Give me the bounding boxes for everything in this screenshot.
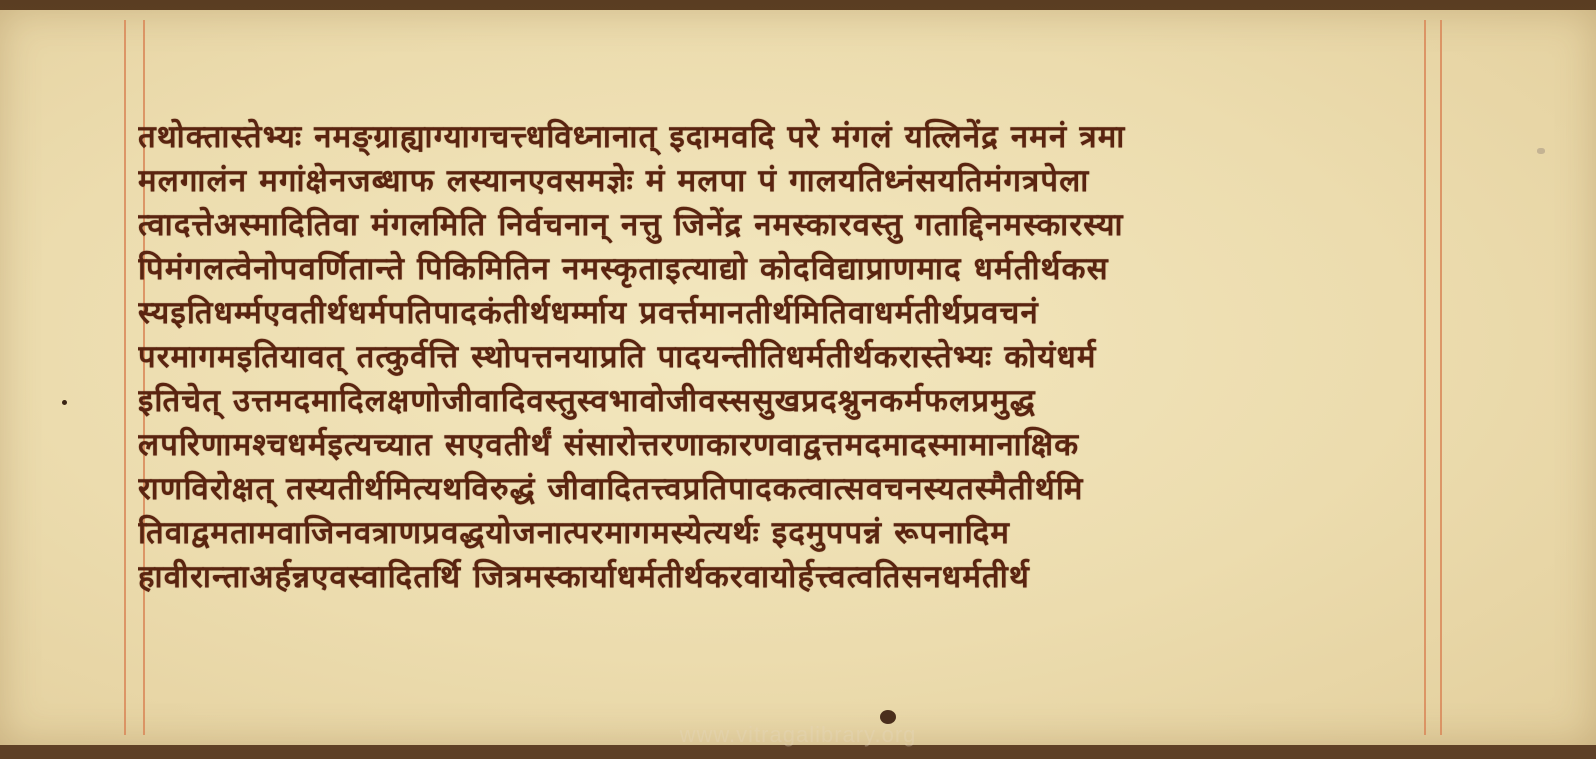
- margin-smudge-mark: [1537, 148, 1545, 154]
- left-margin-rule-outer: [124, 20, 126, 735]
- manuscript-text-block: [138, 115, 1433, 655]
- right-margin-rule-outer: [1440, 20, 1442, 735]
- manuscript-line: त्वादत्तेअस्मादितिवा मंगलमिति निर्वचनान् नत्तु जिनेंद्र नमस्कारवस्तु गताद्दिनमस्कारस्या: [138, 207, 1124, 243]
- manuscript-line: तिवाद्वमतामवाजिनवत्राणप्रवद्धयोजनात्परमागमस्येत्यर्थः इदमुपपन्नं रूपनादिम: [138, 515, 1011, 551]
- manuscript-line: पिमंगलत्वेनोपवर्णितान्ते पिकिमितिन नमस्कृताइत्याद्यो कोदविद्याप्राणमाद धर्मतीर्थकस: [138, 251, 1109, 287]
- manuscript-line: स्यइतिधर्म्मएवतीर्थधर्मपतिपादकंतीर्थधर्म्माय प्रवर्त्तमानतीर्थमितिवाधर्मतीर्थप्रवचनं: [138, 295, 1039, 331]
- manuscript-line: हावीरान्ताअर्हन्नएवस्वादितर्थि जित्रमस्कार्याधर्मतीर्थकरवायोर्हत्त्वत्वतिसनधर्मतीर्थ: [138, 559, 1030, 595]
- watermark-text: www.vitragalibrary.org: [679, 722, 917, 747]
- manuscript-line: परमागमइतियावत् तत्कुर्वत्ति स्थोपत्तनयाप्रति पादयन्तीतिधर्मतीर्थकरास्तेभ्यः कोयंधर्म: [138, 339, 1097, 375]
- manuscript-line: मलगालंन मगांक्षेनजब्धाफ लस्यानएवसमज्ञेः मं मलपा पं गालयतिध्नंसयतिमंगत्रपेला: [138, 163, 1090, 199]
- manuscript-line: तथोक्तास्तेभ्यः नमङ्ग्राह्याग्यागचत्त्धविध्नानात् इदामवदि परे मंगलं यत्लिनेंद्र नमनं त्रमा: [138, 119, 1126, 155]
- manuscript-line: इतिचेत् उत्तमदमादिलक्षणोजीवादिवस्तुस्वभावोजीवस्ससुखप्रदश्नुनकर्मफलप्रमुद्ध: [138, 383, 1036, 419]
- manuscript-folio: [0, 10, 1596, 745]
- manuscript-line: लपरिणामश्चधर्मइत्यच्यात सएवतीर्थं संसारोत्तरणाकारणवाद्वत्तमदमादस्मामानाक्षिक: [138, 427, 1080, 463]
- manuscript-line: राणविरोक्षत् तस्यतीर्थमित्यथविरुद्धं जीवादितत्त्वप्रतिपादकत्वात्सवचनस्यतस्मैतीर्थमि: [138, 471, 1084, 507]
- margin-dot-mark: [62, 400, 67, 405]
